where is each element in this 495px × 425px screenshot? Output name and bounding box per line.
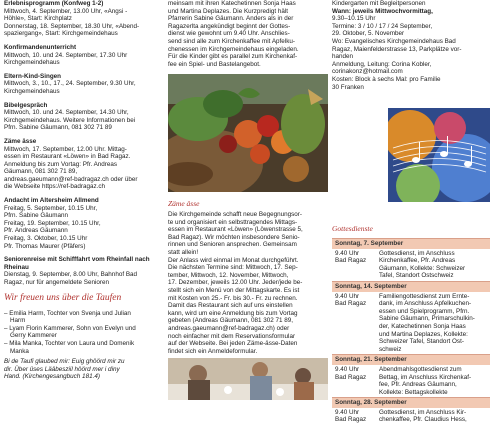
zaeme-aesse-section [168,197,328,355]
event-line: spaziergang», Start: Kirchgemeindehaus [4,30,118,38]
text-line: Wo: Evangelisches Kirchgemeindehaus Bad [332,37,456,45]
website-link[interactable]: die Webseite https://ref-badragaz.ch [4,183,106,191]
email-link[interactable]: andreas.gaeumann@ref-badragaz.ch oder über [4,175,138,183]
text-line: Kirchenkaffee, Pfr. Andreas [379,257,456,265]
service-entry [332,238,490,281]
taufen-list [4,310,158,356]
event-line: Mittwoch, 3., 10., 17., 24. September, 9.30 Uhr, [4,80,136,88]
text-line: send sind alle zum Kirchenkaffee mit Apfelku- [168,37,295,45]
event-line: Mittwoch, 10. und 24. September, 17.30 Uhr [4,51,128,59]
text-line: fee ein Spiel- und Bastelangebot. [168,60,261,68]
text-line: Gottesdienst, im Anschluss [379,249,455,257]
service-time-place [332,250,379,280]
email-link[interactable]: corinakonz@hotmail.com [332,68,403,76]
service-description [379,293,490,354]
event-title: Andacht im Altersheim Allmend [4,197,99,205]
text-line: Ragazerlta angekündigt beginnt der Gottes- [168,22,291,30]
list-item: Harm [10,317,26,325]
text-line: findet sich ein Anmeldeformular. [168,347,258,355]
event-title: Seniorenreise mit Schifffahrt vom Rheinfall nach Rheinau [4,256,150,271]
service-time: 9.40 Uhr [335,365,360,373]
text-line: Der Anlass wird einmal im Monat durchgeführt. [168,256,299,264]
event-seniorenreise [4,256,158,286]
text-line: der, Katechetinnen Sonja Haas [379,322,466,330]
text-line: dank, im Anschluss Apfelkuchen- [379,300,472,308]
list-item: Gerry Kammerer [10,332,57,340]
event-line: Kirchgemeindehaus. Weitere Informationen bei [4,116,136,124]
text-line: tember, Mittwoch, 12. November, Mittwoch, [168,271,289,279]
text-line: 29. Oktober, 5. November [332,30,405,38]
text-line: Sabine Gäumann, Primarschulkin- [379,315,475,323]
text-line: Pfarrerin Sabine Gäumann. Anders als in der [168,15,294,23]
text-line: Wann: jeweils Mittwochvormittag, [332,7,433,15]
text-line: Abendmahlsgottesdienst zum [379,365,462,373]
text-line: 30 Franken [332,83,364,91]
service-time: 9.40 Uhr [335,408,360,416]
text-line: statt allein! [168,248,199,256]
gottesdienste-heading: Gottesdienste [332,224,373,233]
email-link[interactable]: andreas.gaeumann@ref-badragaz.ch) oder [168,324,290,332]
service-row [332,292,490,355]
column-right [332,0,492,91]
service-place: Bad Ragaz [335,416,367,424]
text-line: 9.30–10.15 Uhr [332,15,376,23]
text-line: Bettag, im Anschluss Kirchenkaf- [379,373,472,381]
harvest-photo [168,74,328,192]
list-item: Manka [10,347,29,355]
event-title: Eltern-Kind-Singen [4,72,62,80]
service-entry [332,397,490,425]
event-line: Donnerstag, 18. September, 18.30 Uhr, «Abend- [4,22,140,30]
text-line: Termine: 3 / 10 / 17 / 24 September, [332,22,433,30]
text-line: te und organisiert ein selbsttragendes Mittags- [168,218,298,226]
text-line: Damit das Restaurant sich auf uns einstellen [168,302,293,310]
service-table [332,238,490,425]
music-illustration [388,108,490,202]
event-line: Mittwoch, 4. September, 13.00 Uhr, «Angsi - [4,7,128,15]
harvest-photo-image [168,74,328,192]
service-place: Bad Ragaz [335,373,367,381]
text-line: chenessen im Kirchgemeindehaus eingeladen. [168,45,299,53]
text-line: Für die Kinder gibt es parallel zum Kirchenkaf- [168,53,298,61]
event-eltern-kind [4,73,158,96]
text-line: und Martina Deplazes. Die Kurzpredigt hält [168,7,289,15]
service-place: Bad Ragaz [335,300,367,308]
text-line: kann, wird um eine Anmeldung bis zum Vortag [168,309,298,317]
gottesdienste-heading-wrap [332,224,492,233]
service-date-header: Sonntag, 7. September [332,238,490,249]
service-entry [332,281,490,354]
event-zaeme-aesse [4,138,158,191]
service-time-place [332,409,379,424]
text-line: Kosten: Block à sechs Mal: pro Familie [332,75,441,83]
service-date-header: Sonntag, 21. September [332,354,490,365]
event-line: Pfr. Andreas Gäumann [4,227,68,235]
text-line: chenkaffee, Pfr. Claudius Hess, [379,416,467,424]
service-entry [332,354,490,397]
text-line: Gäumann, Kollekte: Schweizer [379,264,466,272]
list-item: – Mila Manka, Tochter von Laura und Domenik [4,339,135,347]
event-line: Ragaz, nur für angemeldete Senioren [4,279,110,286]
event-erlebnisprogramm [4,0,158,38]
text-line: noch einfacher mit dem Reservationsformular [168,332,296,340]
text-line: mit Kosten von 25.- Fr. bis 30.- Fr. zu rechnen. [168,294,298,302]
event-line: Kirchgemeindehaus [4,87,60,95]
zaeme-heading: Zäme ässe [168,199,200,208]
text-line: Schweizer Tafel, Standort Ost- [379,338,464,346]
text-line: gebeten (Andreas Gäumann, 081 302 71 89, [168,317,293,325]
text-line: Die Kirchgemeinde schafft neue Begegnungsor- [168,211,302,218]
verse-line: dir. Über üses Lääbesziil höörd mer i diny [4,365,120,373]
event-title: Bibelgespräch [4,101,48,109]
text-line: essen im Restaurant «Löwen» (Löwenstrasse 5, [168,226,303,234]
taufen-verse [4,358,158,381]
event-line: Mittwoch, 10. und 24. September, 14.30 Uhr, [4,109,129,117]
event-title: Erlebnisprogramm (Konfweg 1-2) [4,0,104,7]
list-item: – Lyam Florin Kammerer, Sohn von Evelyn und [4,324,136,332]
text-line: Ragaz, Maienfelderstrasse 13, Parkplätze vor- [332,45,462,53]
text-line: stellt sich ein Menü von der Mittagskarte. Es ist [168,286,300,294]
text-line: Gottesdienst, im Anschluss Kir- [379,408,467,416]
event-line: Mittwoch, 17. September, 12.00 Uhr. Mittag- [4,145,127,153]
event-konfirmanden [4,44,158,67]
text-line: Familiengottesdienst zum Ernte- [379,292,470,300]
service-row [332,249,490,281]
event-line: Gäumann, 081 302 71 89, [4,168,78,176]
column-left [4,0,158,381]
service-time-place [332,366,379,396]
zaeme-text [168,211,328,355]
eltern-kind-info [332,0,492,91]
verse-line: Hand. (Kirchengesangbuch 181.4) [4,373,100,381]
music-notes-image [388,108,490,202]
event-title: Zäme ässe [4,137,37,145]
text-line: Anmeldung, Leitung: Corina Kobler, [332,60,432,68]
event-line: Pfrn. Sabine Gäumann [4,212,69,220]
event-bibelgespraech [4,102,158,132]
text-line: auf der Webseite. Bei jeden Zäme-ässe-Daten [168,340,298,348]
service-description [379,366,490,396]
service-time: 9.40 Uhr [335,292,360,300]
text-line: Bad Ragaz). Wir möchten insbesondere Senio- [168,233,300,241]
event-line: Pfrn. Sabine Gäumann, 081 302 71 89 [4,124,112,132]
event-line: Anmeldung bis zum Vortag: Pfr. Andreas [4,160,118,168]
event-line: Freitag, 5. September, 10.15 Uhr, [4,204,98,212]
text-line: schweiz [379,345,402,353]
erntedank-text [168,0,328,68]
text-line: essen und Spielprogramm, Pfrn. [379,307,470,315]
service-time-place [332,293,379,354]
people-photo-image [168,358,328,400]
taufen-heading: Wir freuen uns über die Taufen [4,292,122,303]
text-line: und Martina Deplazes, Kollekte: [379,330,468,338]
service-time: 9.40 Uhr [335,249,360,257]
text-line: Kollekte: Bettagskollekte [379,388,448,396]
event-line: Dienstag, 9. September, 8.00 Uhr, Bahnhof Bad [4,271,138,279]
event-line: essen im Restaurant «Löwen» in Bad Ragaz. [4,153,131,161]
text-line: Kindergarten mit Begleitpersonen [332,0,426,7]
event-line: Pfr. Thomas Maurer (Pfäfers) [4,242,86,250]
event-line: Freitag, 3. Oktober, 10.15 Uhr [4,235,88,243]
text-line: fee, Pfr. Andreas Gäumann, [379,381,457,389]
people-photo [168,358,328,400]
service-place: Bad Ragaz [335,257,367,265]
event-line: Freitag, 19. September, 10.15 Uhr, [4,219,101,227]
column-middle [168,0,328,68]
verse-line: Bi de Taufi glaubed mir: Euig ghöörd mir zu [4,358,125,366]
event-andacht [4,197,158,250]
event-line: Höhle», Start: Kirchplatz [4,15,72,23]
service-date-header: Sonntag, 14. September [332,281,490,292]
text-line: rinnen und Senioren ansprechen. Gemeinsam [168,241,297,249]
event-title: Konfirmandenunterricht [4,43,77,51]
service-date-header: Sonntag, 28. September [332,397,490,408]
text-line: Die nächsten Termine sind: Mittwoch, 17. Sep- [168,264,298,272]
list-item: – Emilia Harm, Tochter von Svenja und Julian [4,309,131,317]
service-description [379,409,490,424]
text-line: meinsam mit ihren Katechetinnen Sonja Haas [168,0,296,7]
service-row [332,408,490,425]
text-line: handen [332,53,354,61]
service-row [332,365,490,397]
text-line: dienst wie gewohnt um 9.40 Uhr. Anschlies- [168,30,290,38]
event-line: Kirchgemeindehaus [4,59,60,67]
text-line: 17. Dezember, jeweils 12.00 Uhr. Jeder/jede be- [168,279,303,287]
service-description [379,250,490,280]
text-line: Tafel, Standort Ostschweiz [379,272,454,280]
